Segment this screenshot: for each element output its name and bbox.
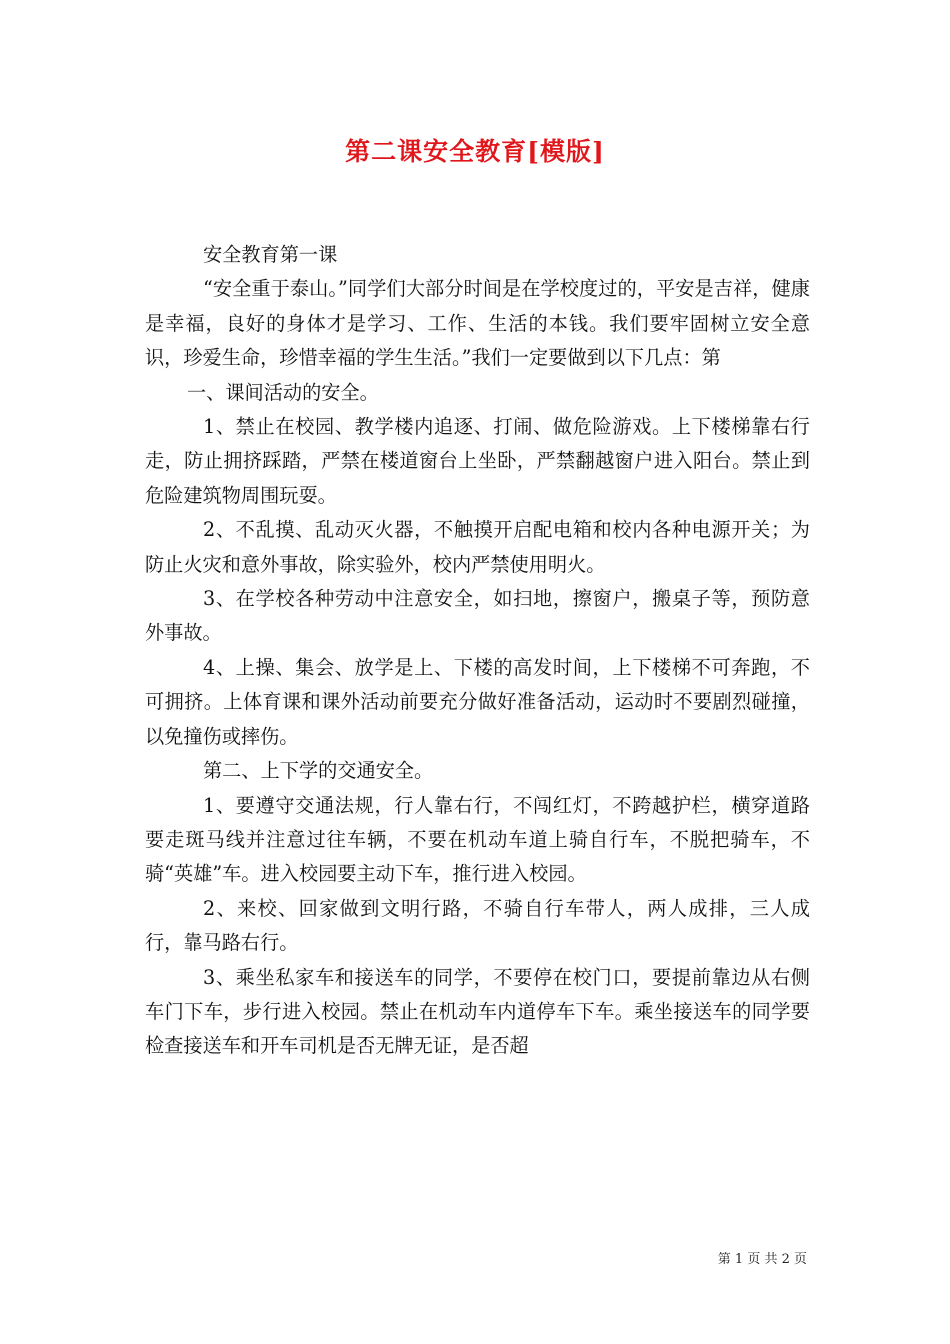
paragraph-section-2: 第二、上下学的交通安全。 <box>203 759 434 783</box>
paragraph-item: 3、乘坐私家车和接送车的同学，不要停在校门口，要提前靠边从右侧车门下车，步行进入校园。禁止在机动车内道停车下车。乘坐接送车的同学要检查接送车和开车司机是否无牌无证，是否超 <box>145 965 810 1058</box>
page-number: 第 1 页 共 2 页 <box>717 1252 807 1267</box>
paragraph-item: 3、在学校各种劳动中注意安全，如扫地，擦窗户，搬桌子等，预防意外事故。 <box>145 587 810 645</box>
paragraph-item: 2、来校、回家做到文明行路，不骑自行车带人，两人成排，三人成行，靠马路右行。 <box>145 896 810 955</box>
paragraph-section-1: 一、课间活动的安全。 <box>187 380 379 404</box>
document-title: 第二课安全教育[模版] <box>345 137 605 166</box>
paragraph-item: 4、上操、集会、放学是上、下楼的高发时间，上下楼梯不可奔跑，不可拥挤。上体育课和课外活动前要充分做好准备活动，运动时不要剧烈碰撞，以免撞伤或摔伤。 <box>145 655 810 748</box>
paragraph-intro: “安全重于泰山。”同学们大部分时间是在学校度过的，平安是吉祥，健康是幸福，良好的身体才是学习、工作、生活的本钱。我们要牢固树立安全意识，珍爱生命，珍惜幸福的学生生活。”我们一定要做到以下几点：第 <box>145 277 810 370</box>
section-heading: 安全教育第一课 <box>203 243 338 266</box>
paragraph-item: 2、不乱摸、乱动灭火器，不触摸开启配电箱和校内各种电源开关；为防止火灾和意外事故，除实验外，校内严禁使用明火。 <box>145 518 810 576</box>
paragraph-item: 1、禁止在校园、教学楼内追逐、打闹、做危险游戏。上下楼梯靠右行走，防止拥挤踩踏，严禁在楼道窗台上坐卧，严禁翻越窗户进入阳台。禁止到危险建筑物周围玩耍。 <box>145 415 810 507</box>
paragraph-item: 1、要遵守交通法规，行人靠右行，不闯红灯，不跨越护栏，横穿道路要走斑马线并注意过往车辆，不要在机动车道上骑自行车，不脱把骑车，不骑“英雄”车。进入校园要主动下车，推行进入校园。 <box>145 793 810 886</box>
document-body <box>145 238 810 1064</box>
